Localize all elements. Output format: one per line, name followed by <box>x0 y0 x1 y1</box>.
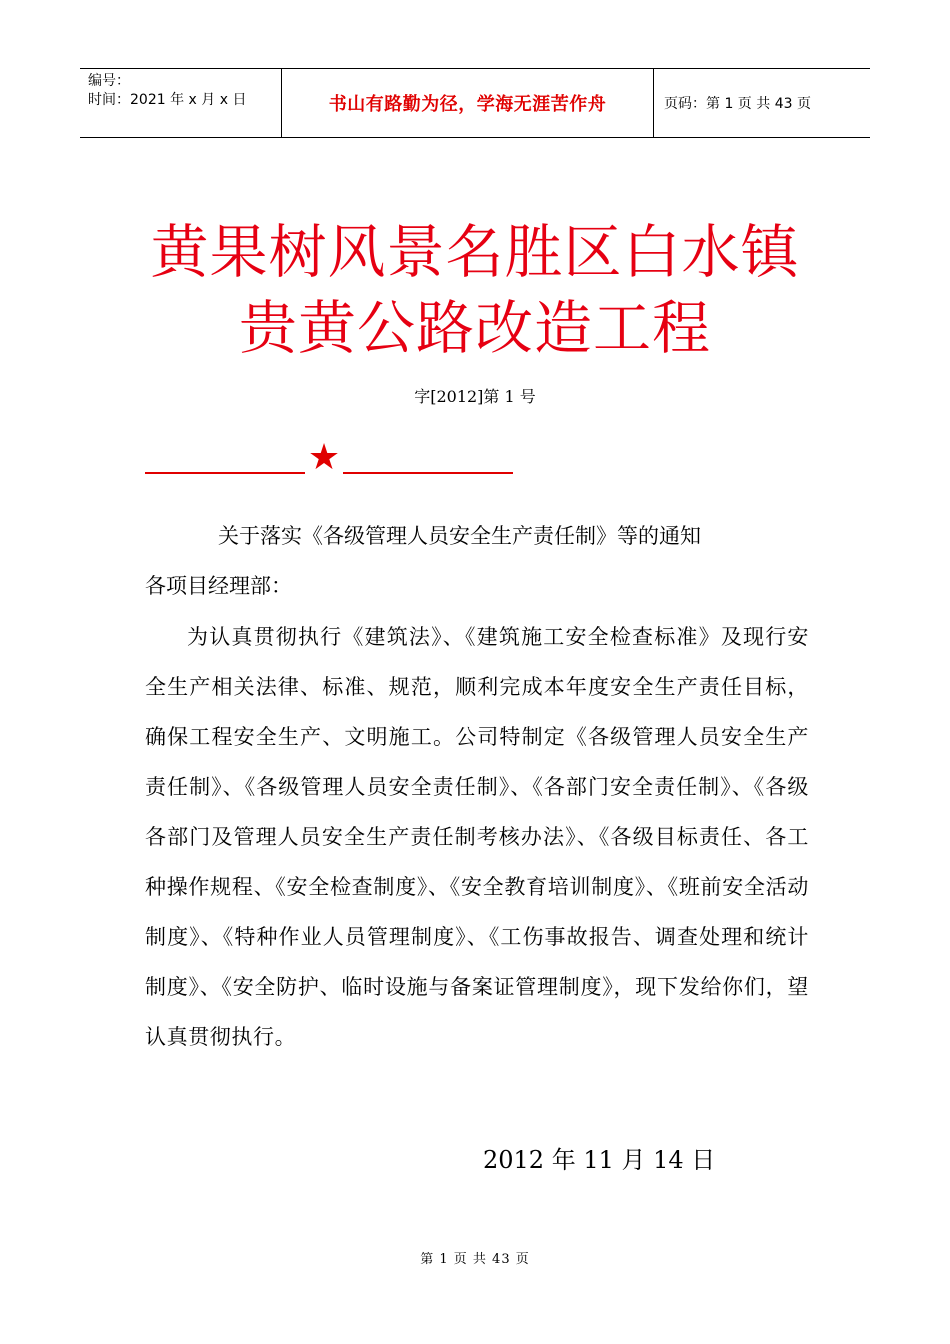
body-paragraph: 为认真贯彻执行《建筑法》、《建筑施工安全检查标准》及现行安全生产相关法律、标准、规范，顺利完成本年度安全生产责任目标，确保工程安全生产、文明施工。公司特制定《各级管理人员安全生产责任制》、《各级管理人员安全责任制》、《各部门安全责任制》、《各级各部门及管理人员安全生产责任制考核办法》、《各级目标责任、各工种操作规程、《安全检查制度》、《安全教育培训制度》、《班前安全活动制度》、《特种作业人员管理制度》、《工伤事故报告、调查处理和统计制度》、《安全防护、临时设施与备案证管理制度》，现下发给你们，望认真贯彻执行。 <box>145 625 809 1049</box>
header-meta <box>80 69 281 137</box>
header-page-info: 页码：第 1 页 共 43 页 <box>664 96 811 112</box>
red-rule-right <box>343 472 513 474</box>
header-number: 编号： <box>88 73 130 89</box>
header-time: 时间：2021 年 x 月 x 日 <box>88 92 247 108</box>
title-line-2: 贵黄公路改造工程 <box>238 294 711 362</box>
issue-date: 2012 年 11 月 14 日 <box>483 1146 716 1174</box>
doc-number: 字[2012]第 1 号 <box>414 387 536 406</box>
star-icon: ★ <box>307 437 341 478</box>
title-line-1: 黄果树风景名胜区白水镇 <box>150 218 800 286</box>
page-footer: 第 1 页 共 43 页 <box>420 1252 530 1267</box>
red-rule-left <box>145 472 305 474</box>
page-header <box>80 68 870 138</box>
salutation: 各项目经理部： <box>145 574 292 598</box>
notice-subject: 关于落实《各级管理人员安全生产责任制》等的通知 <box>218 524 701 548</box>
header-motto: 书山有路勤为径，学海无涯苦作舟 <box>281 69 654 137</box>
